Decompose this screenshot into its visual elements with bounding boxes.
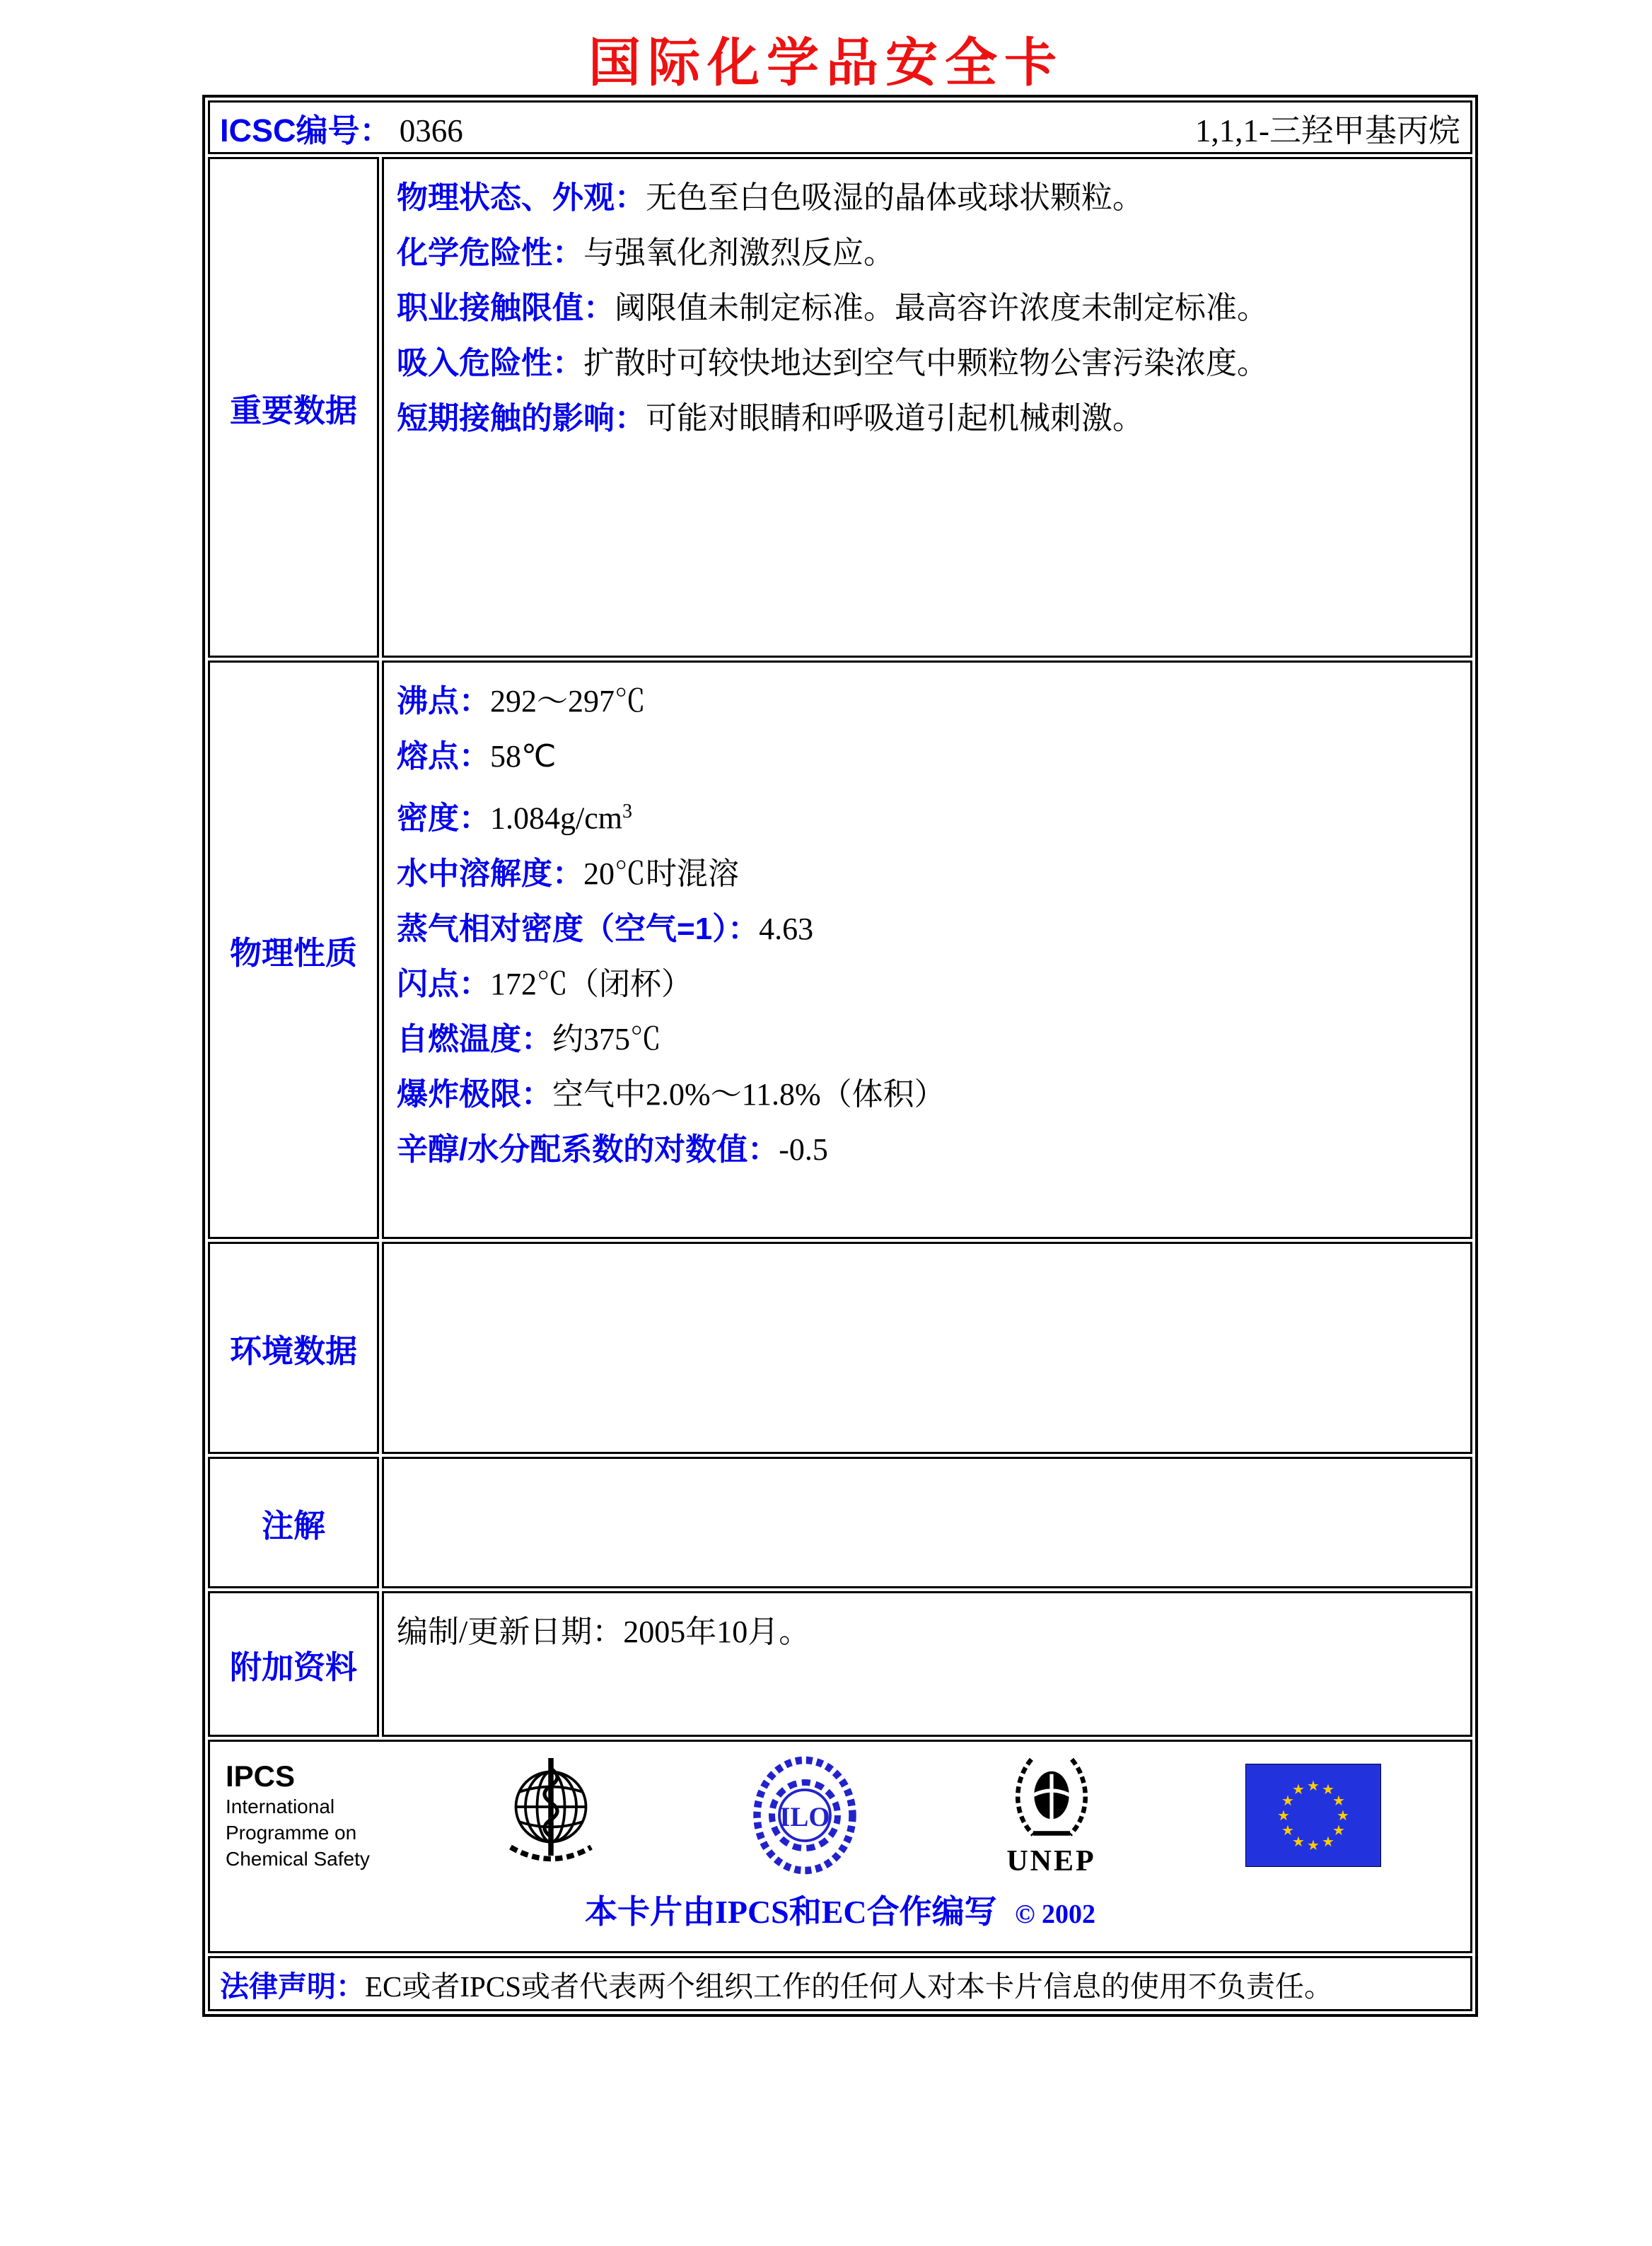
org-logos [424, 1752, 1455, 1879]
property-value: 与强氧化剂激烈反应。 [583, 235, 895, 270]
property-label: 短期接触的影响： [397, 401, 646, 436]
additional-info-row [208, 1591, 1472, 1737]
property-line [397, 846, 1458, 902]
icsc-number-label: ICSC编号： [220, 112, 392, 149]
property-line [397, 729, 1458, 784]
property-label: 爆炸极限： [397, 1076, 552, 1112]
svg-text:★: ★ [1306, 1837, 1320, 1854]
property-label: 物理状态、外观： [397, 180, 646, 215]
page-title: 国际化学品安全卡 [588, 33, 1064, 93]
property-label: 熔点： [397, 739, 490, 774]
svg-text:★: ★ [1291, 1833, 1305, 1850]
property-line [397, 336, 1458, 391]
additional-info-content [382, 1591, 1472, 1737]
chemical-name: 1,1,1-三羟甲基丙烷 [1195, 112, 1460, 149]
svg-text:★: ★ [1281, 1792, 1294, 1809]
icsc-number-value: 0366 [399, 112, 463, 149]
property-value: 58℃ [490, 739, 557, 774]
property-line [397, 1012, 1458, 1067]
svg-text:★: ★ [1321, 1833, 1334, 1850]
notes-label: 注解 [208, 1457, 379, 1588]
legal-label: 法律声明： [220, 1969, 365, 2003]
property-line [397, 281, 1458, 336]
environmental-data-content [382, 1242, 1472, 1454]
property-value: 约375℃ [552, 1021, 661, 1057]
property-value: 292～297℃ [490, 684, 646, 718]
environmental-data-row [208, 1242, 1472, 1454]
important-data-label: 重要数据 [208, 157, 379, 658]
property-label: 闪点： [397, 966, 490, 1001]
property-line [397, 226, 1458, 281]
ilo-logo-text: ILO [779, 1802, 830, 1832]
property-line [397, 170, 1458, 226]
svg-text:★: ★ [1281, 1822, 1294, 1839]
additional-info-label: 附加资料 [208, 1591, 379, 1737]
property-line [397, 784, 1458, 846]
legal-row [208, 1956, 1472, 2011]
property-label: 辛醇/水分配系数的对数值： [397, 1131, 779, 1167]
property-label: 沸点： [397, 684, 490, 718]
physical-properties-content [382, 661, 1472, 1239]
who-logo-icon [498, 1752, 604, 1879]
svg-text:★: ★ [1291, 1781, 1305, 1798]
property-line [397, 1122, 1458, 1177]
property-value: 172℃（闭杯） [490, 966, 692, 1001]
update-date-text: 编制/更新日期：2005年10月。 [397, 1614, 810, 1649]
ipcs-line: Programme on [226, 1821, 357, 1844]
ipcs-line: Chemical Safety [226, 1847, 370, 1870]
property-label: 蒸气相对密度（空气=1）： [397, 911, 760, 946]
property-label: 吸入危险性： [397, 346, 583, 380]
unep-logo-text: UNEP [1006, 1845, 1096, 1878]
icsc-number [220, 105, 463, 151]
important-data-row [208, 157, 1472, 658]
important-data-content [382, 157, 1472, 658]
property-label: 职业接触限值： [397, 291, 615, 325]
logo-cell [208, 1740, 1472, 1953]
property-line [397, 1067, 1458, 1122]
property-label: 水中溶解度： [397, 856, 583, 891]
svg-text:★: ★ [1276, 1807, 1290, 1824]
property-line [397, 391, 1458, 446]
notes-row [208, 1457, 1472, 1588]
property-label: 密度： [397, 801, 490, 836]
physical-properties-label: 物理性质 [208, 661, 379, 1239]
svg-text:★: ★ [1306, 1777, 1320, 1794]
property-value: 可能对眼睛和呼吸道引起机械刺激。 [646, 401, 1144, 436]
svg-text:★: ★ [1336, 1807, 1349, 1824]
icsc-card-table [202, 95, 1478, 2017]
svg-text:★: ★ [1332, 1822, 1345, 1839]
ilo-logo-icon [752, 1755, 858, 1875]
physical-properties-row [208, 661, 1472, 1239]
property-value: 空气中2.0%～11.8%（体积） [552, 1076, 946, 1112]
property-value: 4.63 [759, 911, 814, 946]
svg-text:★: ★ [1332, 1792, 1345, 1809]
logo-strip [226, 1752, 1455, 1879]
update-date-line [397, 1605, 1458, 1660]
card-header-row [208, 100, 1472, 154]
property-value: 阈限值未制定标准。最高容许浓度未制定标准。 [615, 291, 1268, 325]
property-label: 化学危险性： [397, 235, 583, 270]
property-line [397, 902, 1458, 957]
credit-line [226, 1886, 1455, 1933]
credit-text: 本卡片由IPCS和EC合作编写 [584, 1894, 997, 1930]
ipcs-line: International [226, 1795, 335, 1817]
property-line [397, 957, 1458, 1012]
unep-logo-icon [1006, 1754, 1098, 1846]
environmental-data-label: 环境数据 [208, 1242, 379, 1454]
ipcs-text-block [226, 1759, 424, 1872]
notes-content [382, 1457, 1472, 1588]
legal-text: EC或者IPCS或者代表两个组织工作的任何人对本卡片信息的使用不负责任。 [365, 1969, 1333, 2003]
card-header-cell [208, 100, 1472, 154]
unep-logo-block [1006, 1754, 1098, 1877]
property-value: 1.084g/cm [490, 801, 622, 836]
legal-cell [208, 1956, 1472, 2011]
property-value: 扩散时可较快地达到空气中颗粒物公害污染浓度。 [583, 346, 1268, 380]
property-label: 自燃温度： [397, 1021, 552, 1057]
property-line [397, 674, 1458, 729]
property-value: 20℃时混溶 [583, 856, 739, 891]
ipcs-title: IPCS [226, 1759, 296, 1793]
eu-flag-icon [1245, 1764, 1381, 1867]
svg-text:★: ★ [1321, 1781, 1334, 1798]
copyright-text: © 2002 [1015, 1899, 1096, 1929]
card-header [220, 105, 1460, 151]
logo-row [208, 1740, 1472, 1953]
property-value-superscript: 3 [622, 801, 632, 822]
property-value: -0.5 [779, 1131, 828, 1167]
property-value: 无色至白色吸湿的晶体或球状颗粒。 [646, 180, 1144, 215]
